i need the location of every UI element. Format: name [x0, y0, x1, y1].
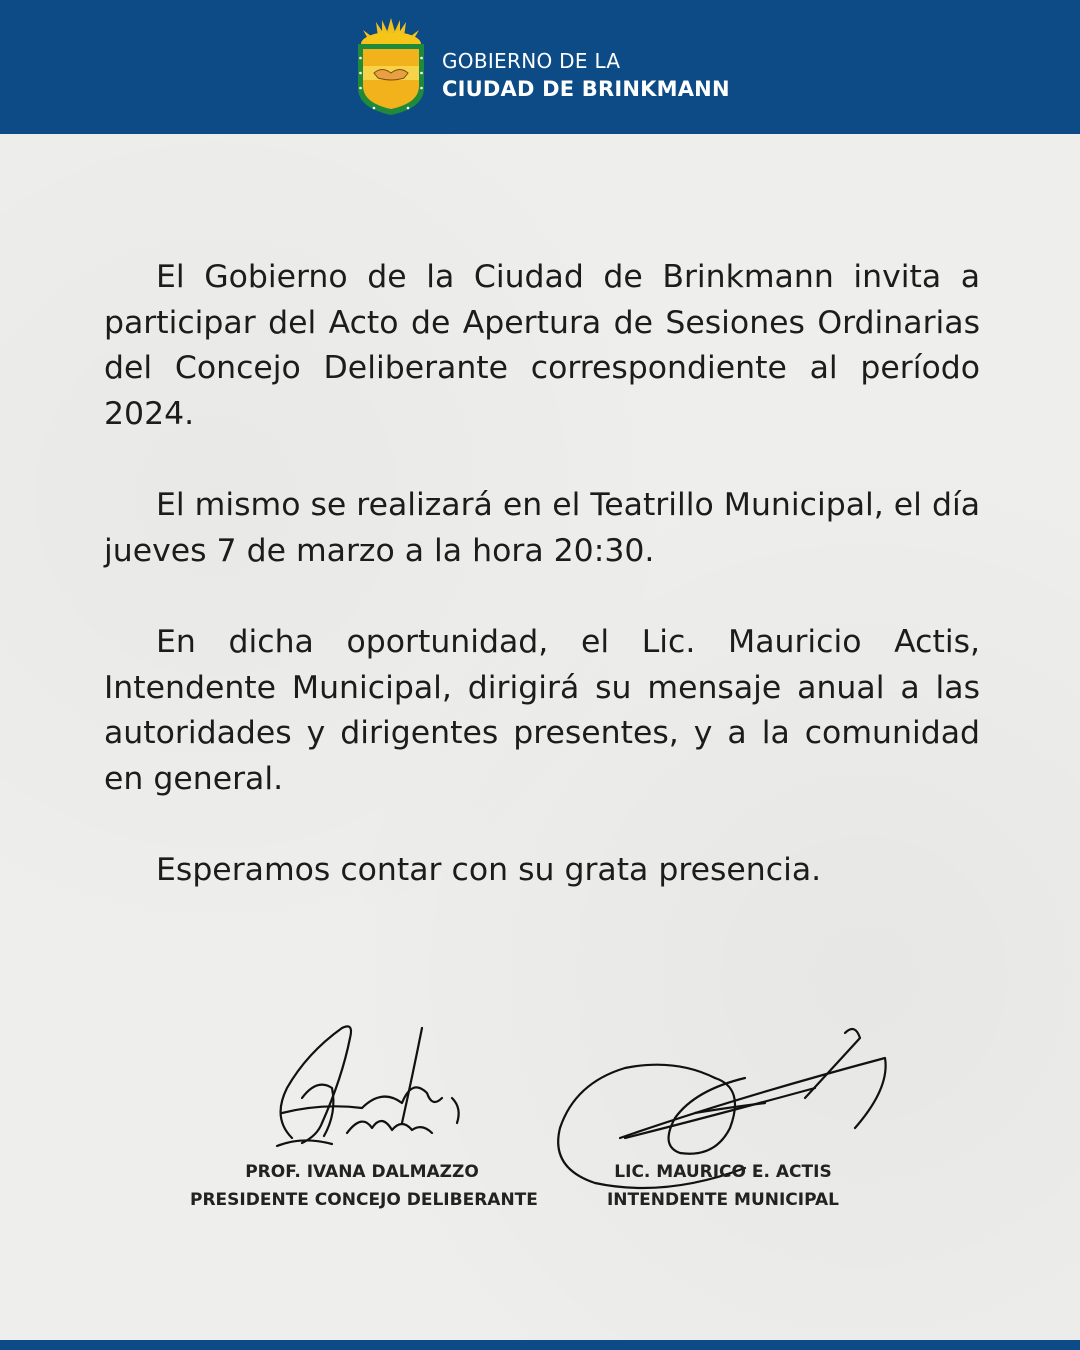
signature-dalmazzo-icon — [262, 1018, 472, 1158]
city-coat-of-arms-icon — [354, 18, 428, 116]
signatory-role-left: PRESIDENTE CONCEJO DELIBERANTE — [190, 1190, 538, 1210]
signatory-role-right: INTENDENTE MUNICIPAL — [606, 1190, 840, 1210]
paragraph-closing: Esperamos contar con su grata presencia. — [156, 852, 822, 888]
signatory-name-right: LIC. MAURICO E. ACTIS — [614, 1162, 832, 1182]
paragraph-venue: El mismo se realizará en el Teatrillo Municipal, el día jueves 7 de marzo a la hora 20:30. — [104, 487, 980, 569]
header-banner — [0, 0, 1080, 134]
signatory-name-left: PROF. IVANA DALMAZZO — [245, 1162, 479, 1182]
header-title-line1: GOBIERNO DE LA — [442, 49, 621, 73]
paragraph-message: En dicha oportunidad, el Lic. Mauricio Actis, Intendente Municipal, dirigirá su mensaje anual a las autoridades y dirigentes presentes, y a la comunidad en general. — [104, 624, 980, 797]
footer-bar — [0, 1340, 1080, 1350]
invitation-body — [104, 255, 980, 940]
header-title-line2: CIUDAD DE BRINKMANN — [442, 77, 730, 101]
paragraph-invitation: El Gobierno de la Ciudad de Brinkmann invita a participar del Acto de Apertura de Sesiones Ordinarias del Concejo Deliberante correspondiente al período 2024. — [104, 259, 980, 432]
